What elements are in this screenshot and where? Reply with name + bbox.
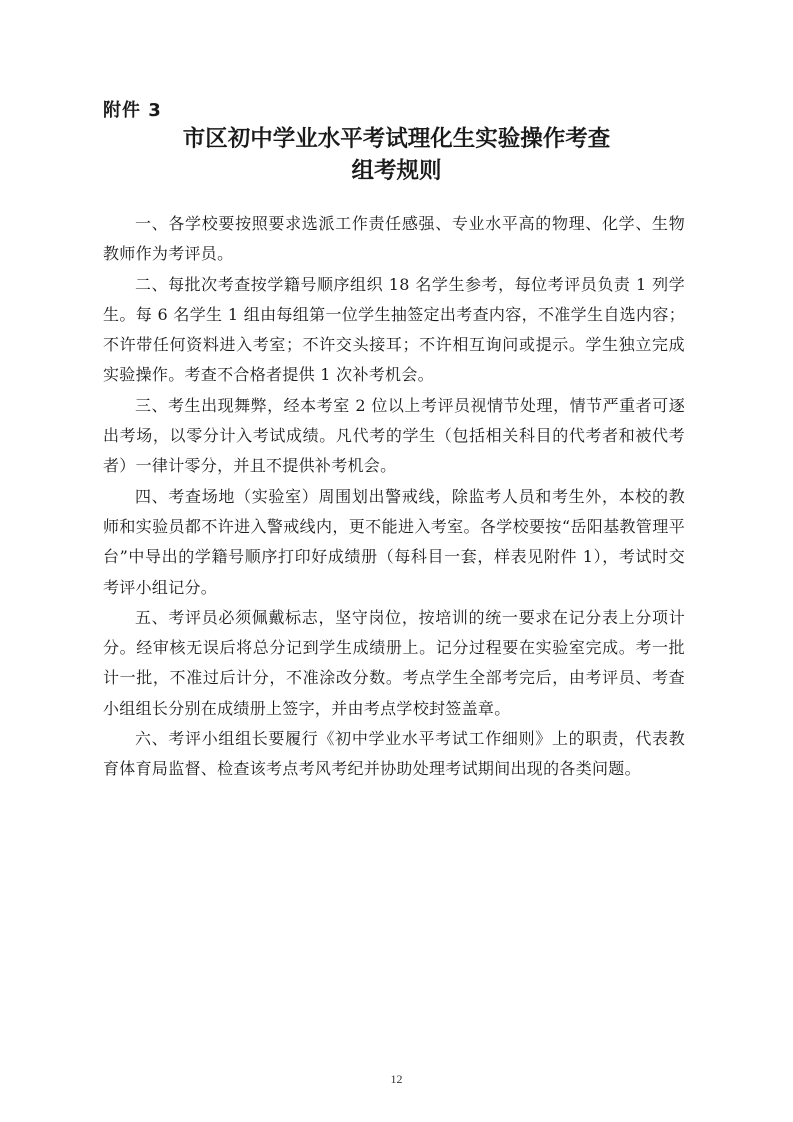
document-body	[103, 209, 685, 785]
document-title-line-1: 市区初中学业水平考试理化生实验操作考查	[182, 126, 611, 152]
rule-paragraph-3: 三、考生出现舞弊，经本考室 2 位以上考评员视情节处理，情节严重者可逐出考场，以零分计入考试成绩。凡代考的学生（包括相关科目的代考者和被代考者）一律计零分，并且不提供补考机会。	[103, 395, 685, 476]
rule-paragraph-5: 五、考评员必须佩戴标志，坚守岗位，按培训的统一要求在记分表上分项计分。经审核无误后将总分记到学生成绩册上。记分过程要在实验室完成。考一批计一批，不准过后计分，不准涂改分数。考点学生全部考完后，由考评员、考查小组组长分别在成绩册上签字，并由考点学校封签盖章。	[103, 607, 685, 718]
rule-paragraph-2: 二、每批次考查按学籍号顺序组织 18 名学生参考，每位考评员负责 1 列学生。每 6 名学生 1 组由每组第一位学生抽签定出考查内容，不准学生自选内容；不许带任何资料进入考室；不许交头接耳；不许相互询问或提示。学生独立完成实验操作。考查不合格者提供 1 次补考机会。	[103, 274, 685, 385]
rule-paragraph-4: 四、考查场地（实验室）周围划出警戒线，除监考人员和考生外，本校的教师和实验员都不许进入警戒线内，更不能进入考室。各学校要按“岳阳基教管理平台”中导出的学籍号顺序打印好成绩册（每科目一套，样表见附件 1），考试时交考评小组记分。	[103, 486, 685, 597]
document-title-line-2: 组考规则	[351, 158, 442, 184]
attachment-label: 附件 3	[103, 100, 162, 121]
rule-paragraph-6: 六、考评小组组长要履行《初中学业水平考试工作细则》上的职责，代表教育体育局监督、检查该考点考风考纪并协助处理考试期间出现的各类问题。	[103, 729, 685, 779]
page-number: 12	[390, 1072, 403, 1086]
rule-paragraph-1: 一、各学校要按照要求选派工作责任感强、专业水平高的物理、化学、生物教师作为考评员。	[103, 214, 685, 264]
